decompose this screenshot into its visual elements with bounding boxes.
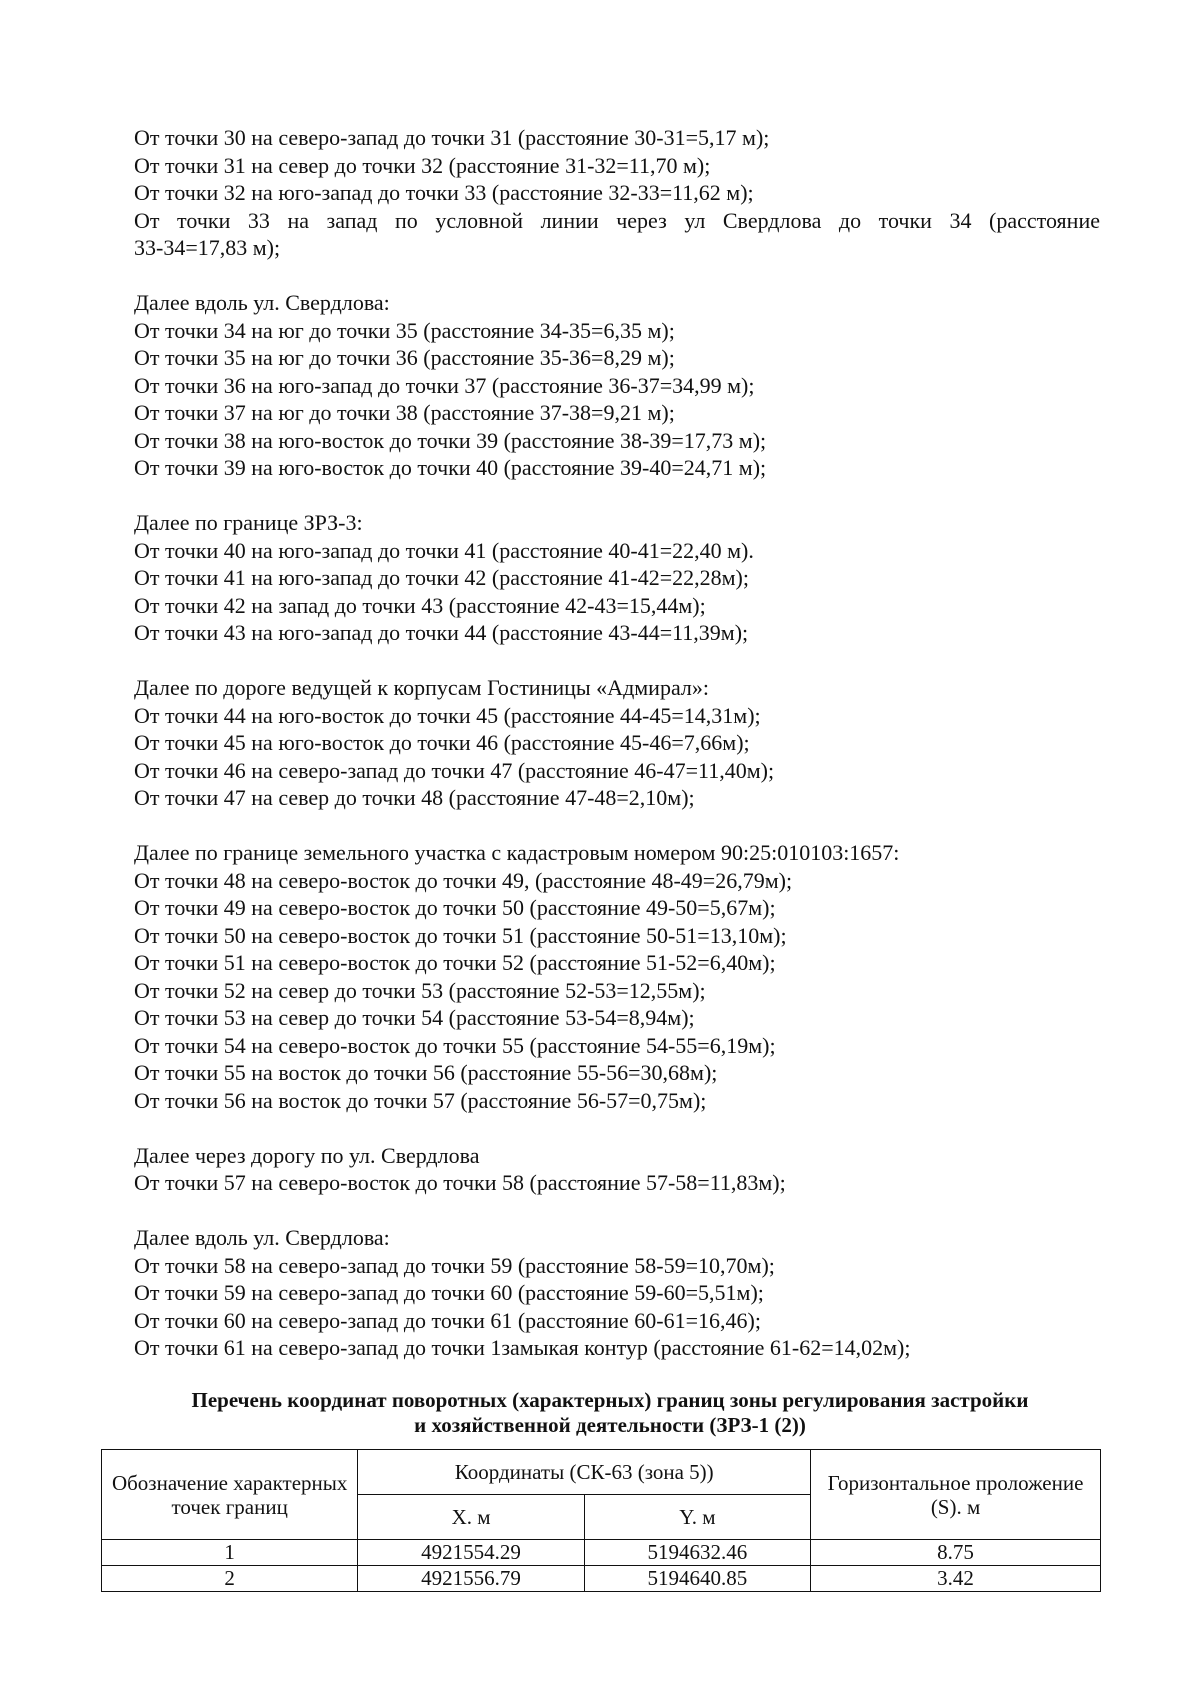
section-heading: Далее через дорогу по ул. Свердлова — [134, 1142, 480, 1168]
text-line: От точки 42 на запад до точки 43 (расстояние 42-43=15,44м); — [134, 592, 706, 618]
header-point-designation: Обозначение характерных точек границ — [102, 1450, 358, 1540]
header-x: X. м — [358, 1495, 584, 1540]
cell-distance: 8.75 — [811, 1540, 1101, 1566]
table-row — [102, 1540, 1101, 1566]
section-heading: Далее вдоль ул. Свердлова: — [134, 290, 390, 315]
text-line: От точки 52 на север до точки 53 (расстояние 52-53=12,55м); — [134, 977, 706, 1003]
text-line: От точки 38 на юго-восток до точки 39 (расстояние 38-39=17,73 м); — [134, 427, 767, 453]
text-line: От точки 30 на северо-запад до точки 31 (расстояние 30-31=5,17 м); — [134, 125, 770, 150]
cell-x: 4921556.79 — [358, 1566, 584, 1592]
coordinates-table — [101, 1449, 1101, 1592]
header-y: Y. м — [584, 1495, 810, 1540]
text-line: От точки 53 на север до точки 54 (расстояние 53-54=8,94м); — [134, 1005, 695, 1030]
text-line: От точки 56 на восток до точки 57 (расстояние 56-57=0,75м); — [134, 1087, 707, 1113]
text-line: От точки 48 на северо-восток до точки 49, (расстояние 48-49=26,79м); — [134, 867, 793, 893]
text-line: От точки 31 на север до точки 32 (расстояние 31-32=11,70 м); — [134, 152, 711, 178]
section-heading: Далее по границе ЗРЗ-3: — [134, 510, 363, 535]
section-heading: Далее по дороге ведущей к корпусам Гостиницы «Адмирал»: — [134, 675, 710, 700]
header-coordinates: Координаты (СК-63 (зона 5)) — [358, 1450, 811, 1495]
text-line: От точки 33 на запад по условной линии через ул Свердлова до точки 34 (расстояние — [134, 207, 1100, 233]
text-line: 33-34=17,83 м); — [134, 235, 281, 260]
text-line: От точки 54 на северо-восток до точки 55 (расстояние 54-55=6,19м); — [134, 1032, 776, 1058]
text-line: От точки 32 на юго-запад до точки 33 (расстояние 32-33=11,62 м); — [134, 180, 754, 205]
cell-point: 1 — [102, 1540, 358, 1566]
text-line: От точки 58 на северо-запад до точки 59 (расстояние 58-59=10,70м); — [134, 1252, 775, 1278]
text-line: От точки 60 на северо-запад до точки 61 (расстояние 60-61=16,46); — [134, 1307, 761, 1333]
text-line: От точки 61 на северо-запад до точки 1замыкая контур (расстояние 61-62=14,02м); — [134, 1335, 911, 1360]
text-line: От точки 49 на северо-восток до точки 50 (расстояние 49-50=5,67м); — [134, 895, 776, 920]
text-line: От точки 59 на северо-запад до точки 60 (расстояние 59-60=5,51м); — [134, 1280, 764, 1305]
table-row — [102, 1566, 1101, 1592]
header-horizontal-distance: Горизонтальное проложение (S). м — [811, 1450, 1101, 1540]
cell-y: 5194632.46 — [584, 1540, 810, 1566]
text-line: От точки 44 на юго-восток до точки 45 (расстояние 44-45=14,31м); — [134, 702, 761, 728]
text-line: От точки 55 на восток до точки 56 (расстояние 55-56=30,68м); — [134, 1060, 718, 1085]
table-header-row — [102, 1450, 1101, 1495]
text-line: От точки 40 на юго-запад до точки 41 (расстояние 40-41=22,40 м). — [134, 537, 754, 563]
text-line: От точки 35 на юг до точки 36 (расстояние 35-36=8,29 м); — [134, 345, 675, 370]
text-line: От точки 43 на юго-запад до точки 44 (расстояние 43-44=11,39м); — [134, 620, 749, 645]
text-line: От точки 57 на северо-восток до точки 58 (расстояние 57-58=11,83м); — [134, 1170, 786, 1195]
section-heading: Далее по границе земельного участка с кадастровым номером 90:25:010103:1657: — [134, 840, 900, 865]
cell-x: 4921554.29 — [358, 1540, 584, 1566]
text-line: От точки 37 на юг до точки 38 (расстояние 37-38=9,21 м); — [134, 400, 675, 425]
cell-distance: 3.42 — [811, 1566, 1101, 1592]
boundary-description — [134, 124, 1100, 1362]
text-line: От точки 45 на юго-восток до точки 46 (расстояние 45-46=7,66м); — [134, 730, 750, 755]
table-title-line: и хозяйственной деятельности (ЗРЗ-1 (2)) — [414, 1413, 806, 1437]
cell-point: 2 — [102, 1566, 358, 1592]
table-title — [120, 1388, 1100, 1438]
text-line: От точки 46 на северо-запад до точки 47 (расстояние 46-47=11,40м); — [134, 757, 775, 783]
table-title-line: Перечень координат поворотных (характерных) границ зоны регулирования застройки — [191, 1388, 1029, 1412]
text-line: От точки 36 на юго-запад до точки 37 (расстояние 36-37=34,99 м); — [134, 372, 755, 398]
text-line: От точки 47 на север до точки 48 (расстояние 47-48=2,10м); — [134, 785, 695, 810]
cell-y: 5194640.85 — [584, 1566, 810, 1592]
text-line: От точки 50 на северо-восток до точки 51 (расстояние 50-51=13,10м); — [134, 922, 787, 948]
text-line: От точки 41 на юго-запад до точки 42 (расстояние 41-42=22,28м); — [134, 565, 749, 590]
text-line: От точки 39 на юго-восток до точки 40 (расстояние 39-40=24,71 м); — [134, 455, 767, 480]
text-line: От точки 51 на северо-восток до точки 52 (расстояние 51-52=6,40м); — [134, 950, 776, 975]
section-heading: Далее вдоль ул. Свердлова: — [134, 1225, 390, 1250]
text-line: От точки 34 на юг до точки 35 (расстояние 34-35=6,35 м); — [134, 317, 675, 343]
